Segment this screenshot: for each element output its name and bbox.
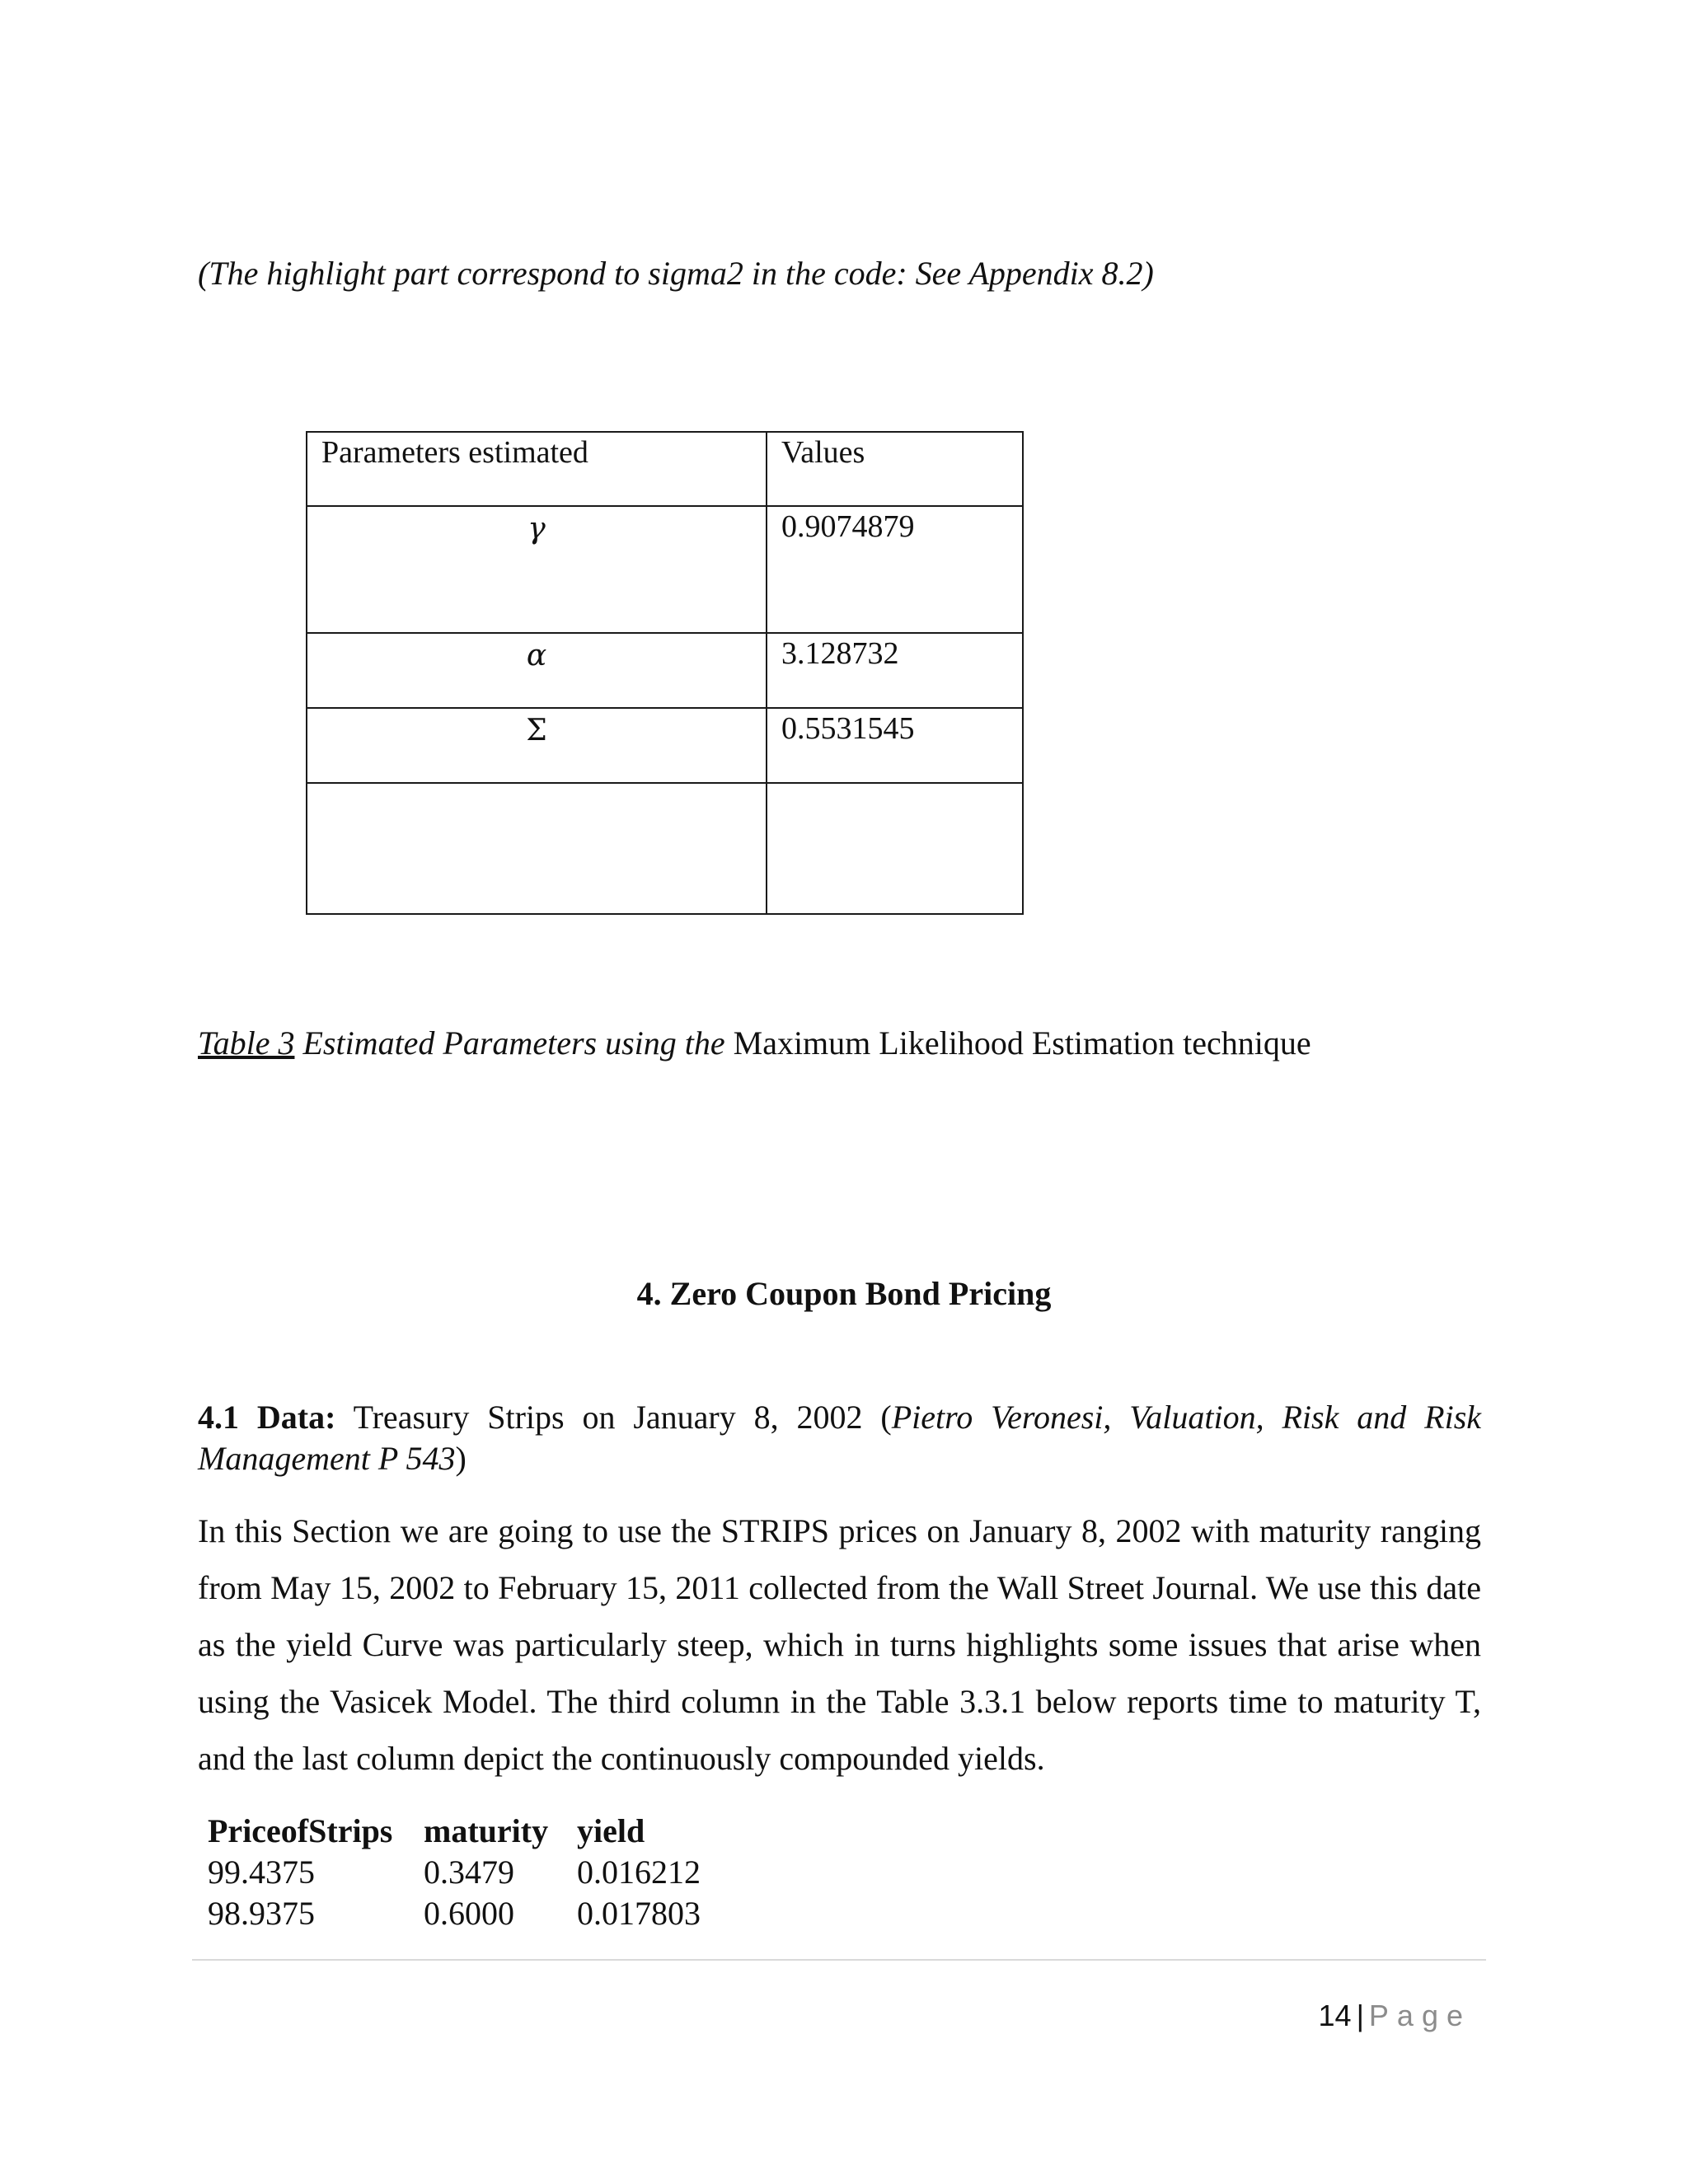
table-caption bbox=[198, 1024, 1311, 1062]
header-parameters: Parameters estimated bbox=[307, 432, 767, 506]
parameter-symbol: γ bbox=[307, 506, 767, 633]
data-text: Treasury Strips on January 8, 2002 ( bbox=[335, 1399, 892, 1436]
parameter-value: 3.128732 bbox=[767, 633, 1023, 708]
page-footer bbox=[1319, 1999, 1471, 2033]
table-row-empty bbox=[307, 783, 1023, 914]
table-row bbox=[307, 633, 1023, 708]
header-values: Values bbox=[767, 432, 1023, 506]
parameter-value: 0.9074879 bbox=[767, 506, 1023, 633]
strips-header-row bbox=[208, 1811, 709, 1852]
page-number: 14 bbox=[1318, 1999, 1352, 2032]
cell-price: 99.4375 bbox=[208, 1854, 315, 1891]
header-yield: yield bbox=[577, 1812, 645, 1849]
footer-separator: | bbox=[1356, 1999, 1364, 2032]
data-source: Pietro Veronesi, Valuation, Risk and Risk Management P 543 bbox=[198, 1399, 1482, 1477]
header-maturity: maturity bbox=[424, 1812, 549, 1849]
cell-yield: 0.016212 bbox=[577, 1854, 701, 1891]
body-paragraph: In this Section we are going to use the STRIPS prices on January 8, 2002 with maturity ranging from May 15, 2002 to February 15, 2011 collected from the Wall Street Journal. We use this date as the yield Curve was particularly steep, which in turns highlights some issues that arise when using the Vasicek Model. The third column in the Table 3.3.1 below reports time to maturity T, and the last column depict the continuously compounded yields. bbox=[198, 1512, 1481, 1777]
data-label: 4.1 Data: bbox=[198, 1399, 336, 1436]
footer-divider bbox=[192, 1959, 1486, 1961]
caption-italic-text: Estimated Parameters using the bbox=[294, 1024, 725, 1062]
data-close: ) bbox=[455, 1440, 467, 1477]
caption-label: Table 3 bbox=[198, 1024, 295, 1062]
strips-table bbox=[208, 1811, 709, 1934]
parameter-symbol: α bbox=[307, 633, 767, 708]
table-row bbox=[307, 708, 1023, 783]
parameter-symbol bbox=[307, 783, 767, 914]
strips-row bbox=[208, 1893, 709, 1934]
table-row bbox=[307, 506, 1023, 633]
table-header-row bbox=[307, 432, 1023, 506]
section-heading: 4. Zero Coupon Bond Pricing bbox=[636, 1275, 1052, 1312]
cell-maturity: 0.6000 bbox=[424, 1895, 514, 1932]
parameter-symbol: Σ bbox=[307, 708, 767, 783]
header-price: PriceofStrips bbox=[208, 1812, 393, 1849]
appendix-note: (The highlight part correspond to sigma2 in the code: See Appendix 8.2) bbox=[198, 255, 1154, 292]
caption-text: Maximum Likelihood Estimation technique bbox=[724, 1024, 1311, 1062]
page-label: Page bbox=[1368, 1999, 1471, 2032]
cell-maturity: 0.3479 bbox=[424, 1854, 514, 1891]
data-paragraph bbox=[198, 1397, 1481, 1479]
cell-price: 98.9375 bbox=[208, 1895, 315, 1932]
parameter-value: 0.5531545 bbox=[767, 708, 1023, 783]
cell-yield: 0.017803 bbox=[577, 1895, 701, 1932]
parameter-value bbox=[767, 783, 1023, 914]
parameters-table bbox=[306, 431, 1024, 915]
strips-row bbox=[208, 1852, 709, 1893]
